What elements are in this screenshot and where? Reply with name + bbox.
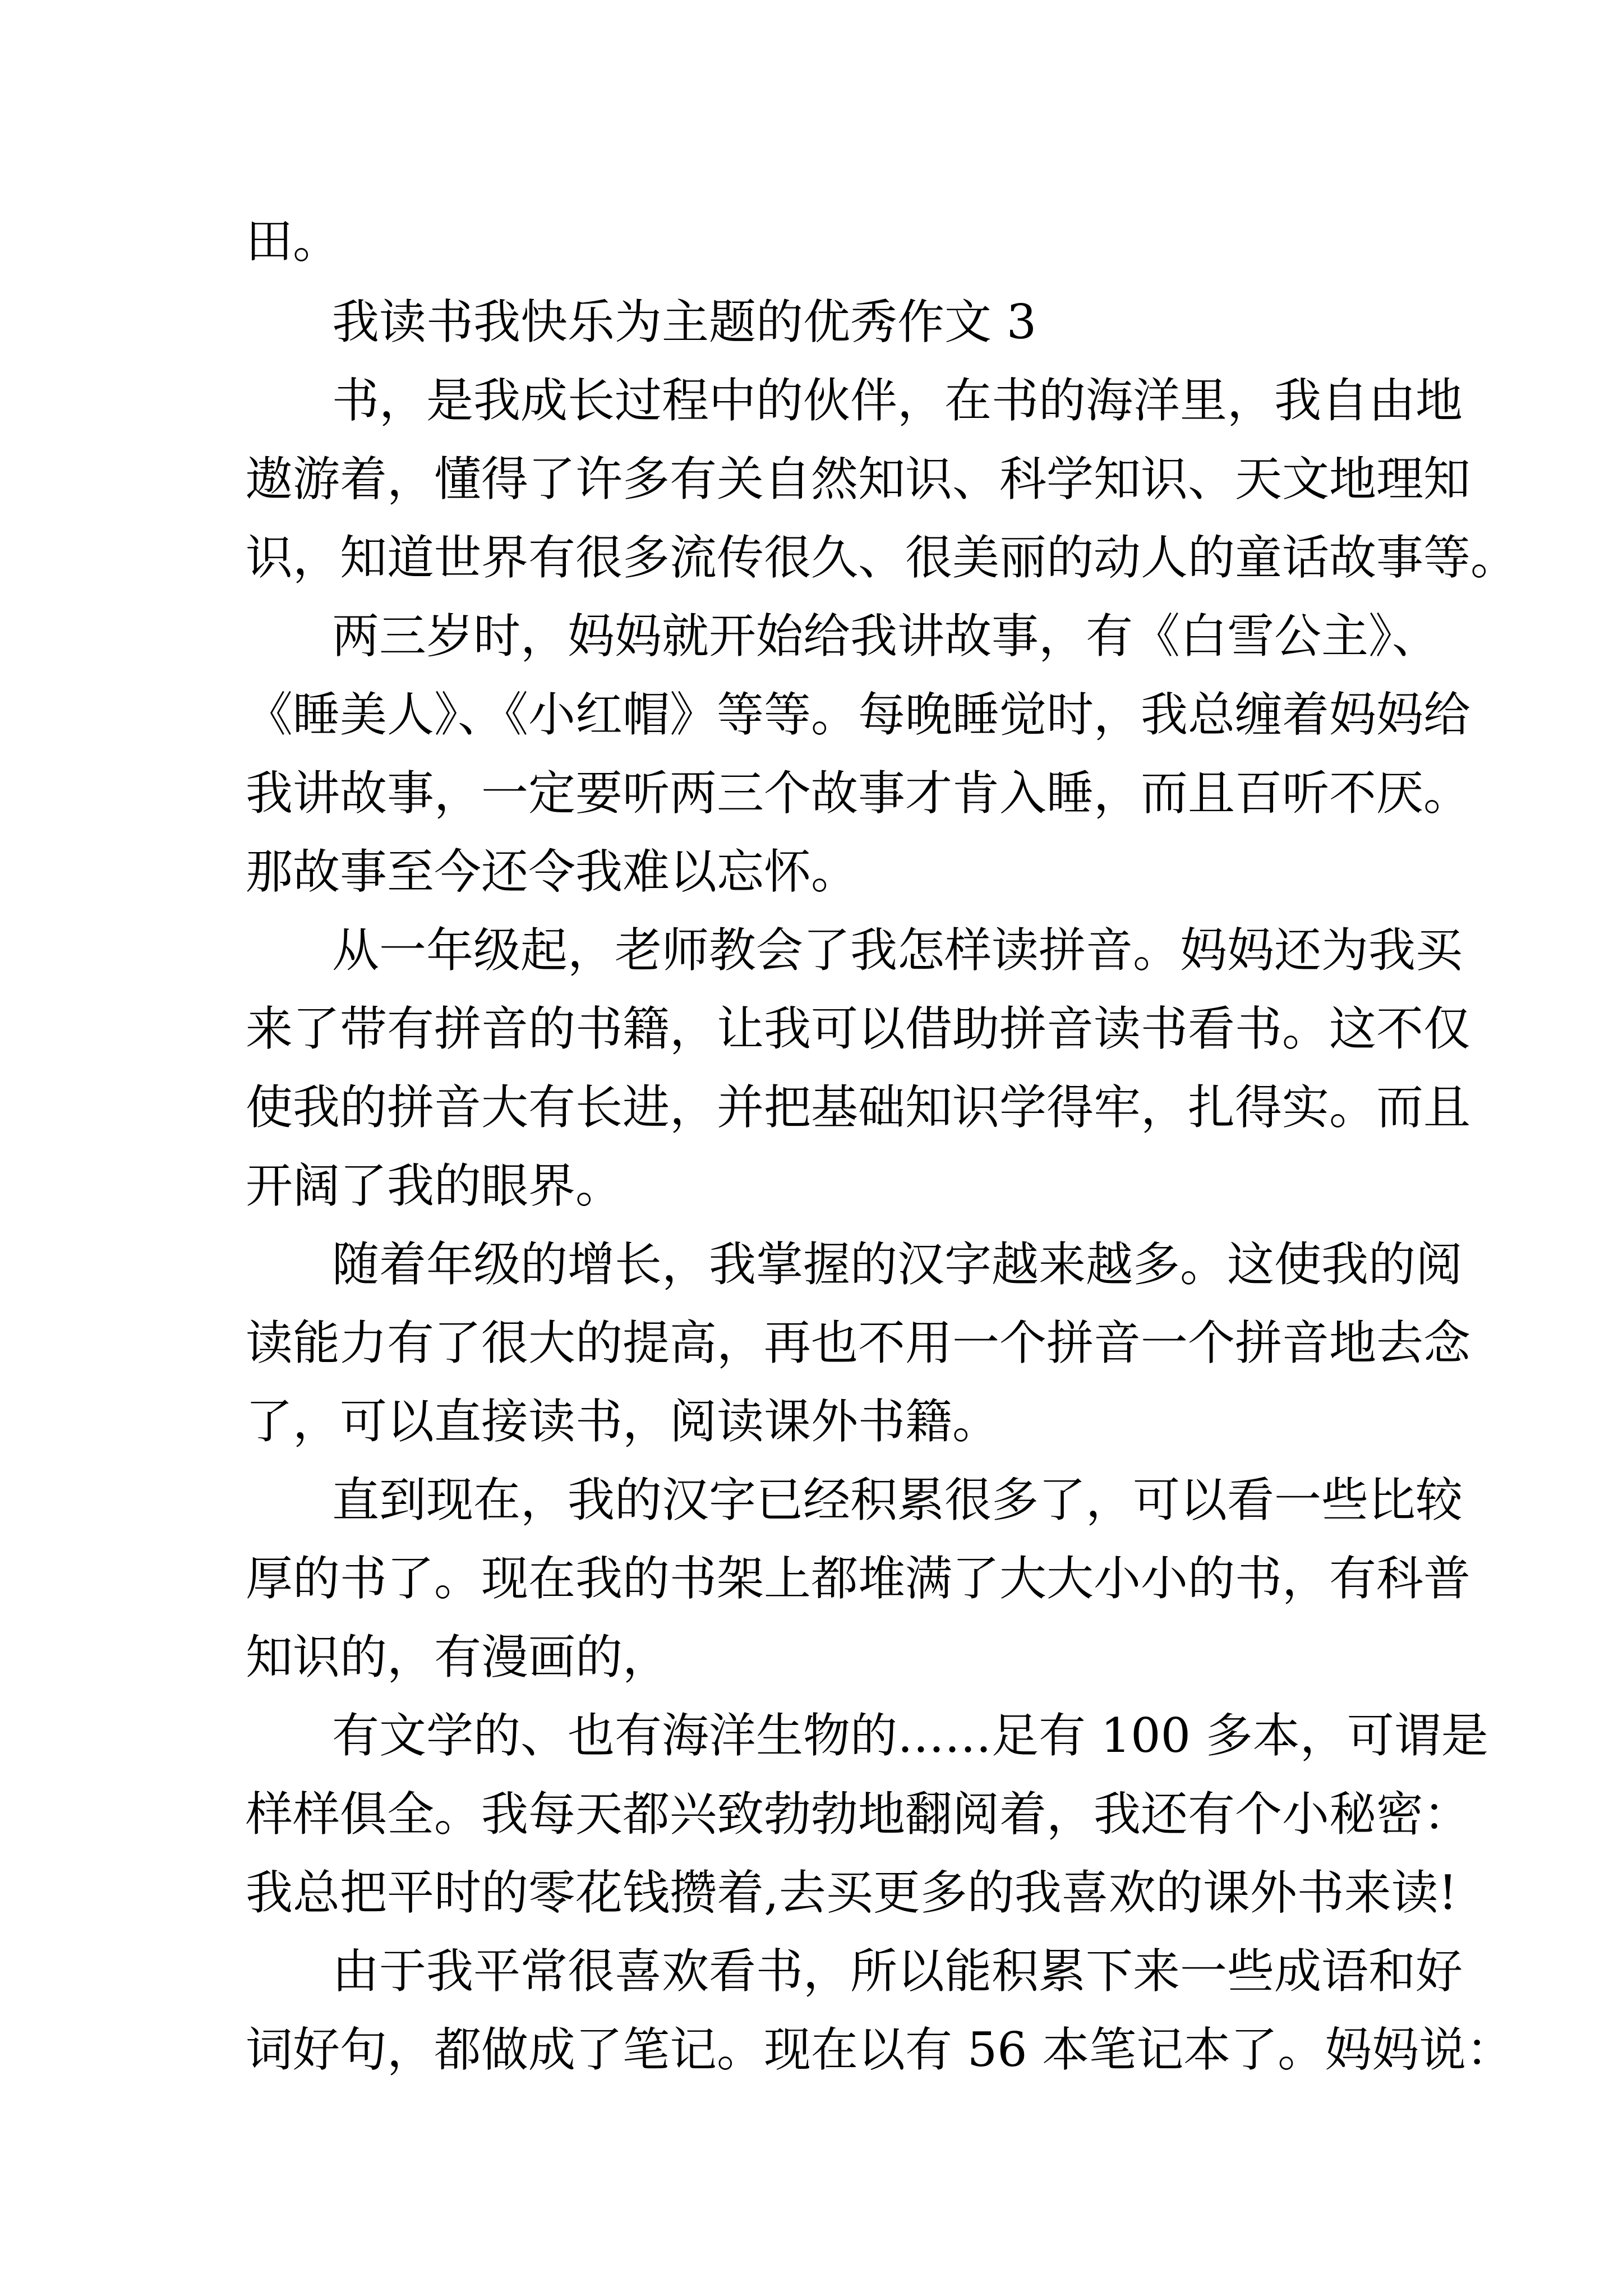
text-line: 读能力有了很大的提高，再也不用一个拼音一个拼音地去念 bbox=[246, 1315, 1471, 1370]
text-line: 有文学的、也有海洋生物的……足有 100 多本，可谓是 bbox=[332, 1708, 1488, 1763]
text-line: 遨游着，懂得了许多有关自然知识、科学知识、天文地理知 bbox=[246, 452, 1471, 507]
text-line: 那故事至今还令我难以忘怀。 bbox=[246, 844, 859, 899]
text-line: 由于我平常很喜欢看书，所以能积累下来一些成语和好 bbox=[332, 1944, 1463, 1999]
text-line: 两三岁时，妈妈就开始给我讲故事，有《白雪公主》、 bbox=[332, 609, 1440, 664]
text-line: 知识的，有漫画的， bbox=[246, 1630, 670, 1685]
text-line: 词好句，都做成了笔记。现在以有 56 本笔记本了。妈妈说： bbox=[246, 2022, 1514, 2077]
text-line: 使我的拼音大有长进，并把基础知识学得牢，扎得实。而且 bbox=[246, 1080, 1471, 1135]
text-line: 田。 bbox=[246, 214, 340, 269]
text-line: 开阔了我的眼界。 bbox=[246, 1158, 623, 1213]
text-line: 厚的书了。现在我的书架上都堆满了大大小小的书，有科普 bbox=[246, 1551, 1471, 1606]
text-line: 了，可以直接读书，阅读课外书籍。 bbox=[246, 1394, 1000, 1449]
text-line: 来了带有拼音的书籍，让我可以借助拼音读书看书。这不仅 bbox=[246, 1001, 1471, 1056]
text-line: 样样俱全。我每天都兴致勃勃地翻阅着，我还有个小秘密： bbox=[246, 1787, 1471, 1842]
essay-title: 我读书我快乐为主题的优秀作文 3 bbox=[332, 295, 1037, 349]
text-line: 随着年级的增长，我掌握的汉字越来越多。这使我的阅 bbox=[332, 1237, 1463, 1292]
text-line: 从一年级起，老师教会了我怎样读拼音。妈妈还为我买 bbox=[332, 923, 1463, 978]
text-line: 《睡美人》、《小红帽》等等。每晚睡觉时，我总缠着妈妈给 bbox=[246, 687, 1471, 742]
text-line: 识，知道世界有很多流传很久、很美丽的动人的童话故事等。 bbox=[246, 530, 1518, 585]
text-line: 直到现在，我的汉字已经积累很多了，可以看一些比较 bbox=[332, 1473, 1463, 1527]
text-line: 我讲故事，一定要听两三个故事才肯入睡，而且百听不厌。 bbox=[246, 766, 1471, 821]
text-line: 我总把平时的零花钱攒着,去买更多的我喜欢的课外书来读! bbox=[246, 1865, 1458, 1920]
text-line: 书，是我成长过程中的伙伴，在书的海洋里，我自由地 bbox=[332, 373, 1463, 428]
